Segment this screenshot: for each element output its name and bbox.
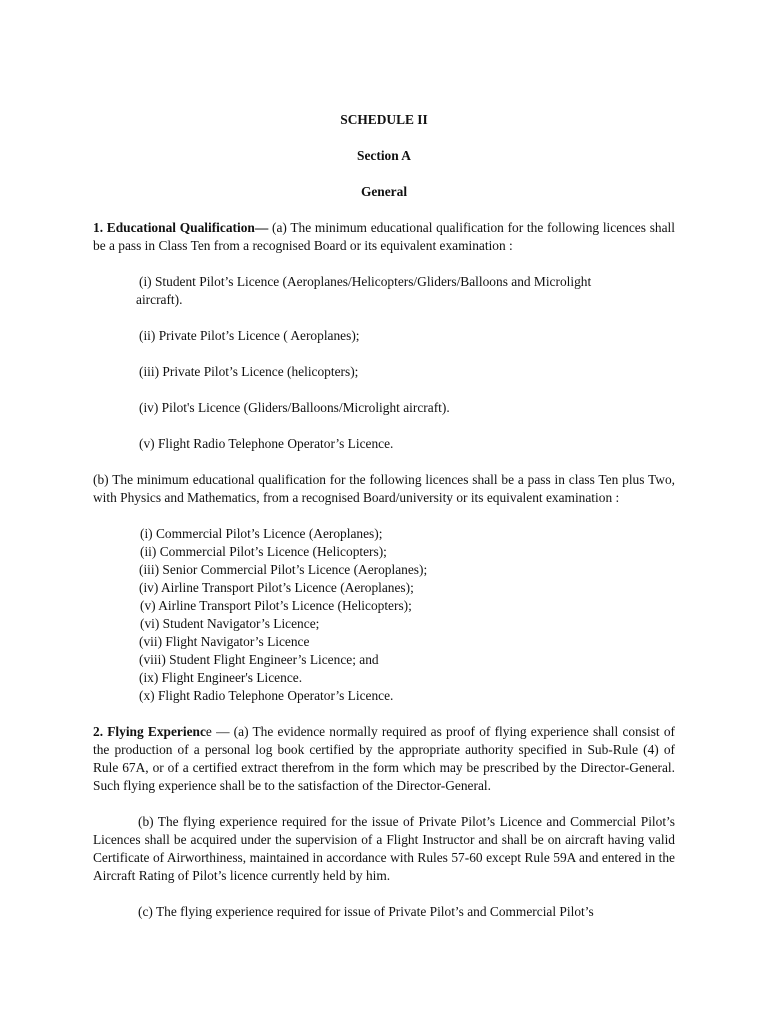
- list-item: (iii) Senior Commercial Pilot’s Licence (Aeroplanes);: [139, 562, 428, 577]
- list-item: (vi) Student Navigator’s Licence;: [140, 616, 320, 631]
- list-item: [93, 327, 675, 345]
- list-item: (i) Commercial Pilot’s Licence (Aeroplanes);: [140, 526, 383, 541]
- list-item: (iv) Airline Transport Pilot’s Licence (Aeroplanes);: [139, 580, 414, 595]
- document-page: [93, 111, 675, 939]
- list-item-text: (iii) Private Pilot’s Licence (helicopters);: [139, 364, 359, 379]
- list-item: (ii) Commercial Pilot’s Licence (Helicopters);: [140, 544, 387, 559]
- licence-list-class-twelve: [93, 525, 675, 705]
- list-item: (v) Airline Transport Pilot’s Licence (Helicopters);: [140, 598, 412, 613]
- list-item-text: (iv) Pilot's Licence (Gliders/Balloons/Microlight aircraft).: [139, 400, 450, 415]
- list-item-text: (i) Student Pilot’s Licence (Aeroplanes/Helicopters/Gliders/Balloons and Microlight: [139, 274, 592, 289]
- licence-list-class-ten: [93, 273, 675, 453]
- paragraph-flying-experience-c: (c) The flying experience required for issue of Private Pilot’s and Commercial Pilot’s: [138, 904, 594, 919]
- list-item: (ix) Flight Engineer's Licence.: [139, 670, 303, 685]
- paragraph-text: — (a) The evidence normally required as proof of flying experience shall consist of the production of a personal log book certified by the appropriate authority specified in Sub-Rule (4) of Rule 67A, or of a certified extract therefrom in the form which may be prescribed by the Director-General. Such flying experience shall be to the satisfaction of the Director-General.: [93, 724, 675, 793]
- list-item-text: (v) Flight Radio Telephone Operator’s Licence.: [139, 436, 394, 451]
- paragraph-educational-qualification: [93, 219, 675, 255]
- list-item: [93, 435, 675, 453]
- section-heading: Section A: [357, 148, 411, 163]
- paragraph-flying-experience: [93, 723, 675, 795]
- list-item-continuation: aircraft).: [136, 292, 183, 307]
- list-item: (viii) Student Flight Engineer’s Licence; and: [139, 652, 379, 667]
- paragraph-label-tail: e: [205, 724, 212, 739]
- schedule-heading: SCHEDULE II: [340, 112, 428, 127]
- paragraph-label: 2. Flying Experienc: [93, 724, 206, 739]
- paragraph-text: (a) The minimum educational qualification for the following licences shall be a pass in Class Ten from a recognised Board or its equivalent examination :: [93, 220, 675, 253]
- list-item: [93, 399, 675, 417]
- list-item: (x) Flight Radio Telephone Operator’s Licence.: [139, 688, 394, 703]
- paragraph-qualification-b: (b) The minimum educational qualification for the following licences shall be a pass in class Ten plus Two, with Physics and Mathematics, from a recognised Board/university or its equivalent examination :: [93, 472, 675, 505]
- list-item-text: (ii) Private Pilot’s Licence ( Aeroplanes);: [139, 328, 360, 343]
- paragraph-flying-experience-b: (b) The flying experience required for the issue of Private Pilot’s Licence and Commercial Pilot’s Licences shall be acquired under the supervision of a Flight Instructor and shall be on aircraft having valid Certificate of Airworthiness, maintained in accordance with Rules 57-60 except Rule 59A and entered in the Aircraft Rating of Pilot’s licence currently held by him.: [93, 814, 675, 883]
- list-item: (vii) Flight Navigator’s Licence: [139, 634, 310, 649]
- list-item: [93, 363, 675, 381]
- general-heading: General: [360, 184, 408, 199]
- list-item: [93, 273, 675, 309]
- paragraph-label: 1. Educational Qualification—: [93, 220, 269, 235]
